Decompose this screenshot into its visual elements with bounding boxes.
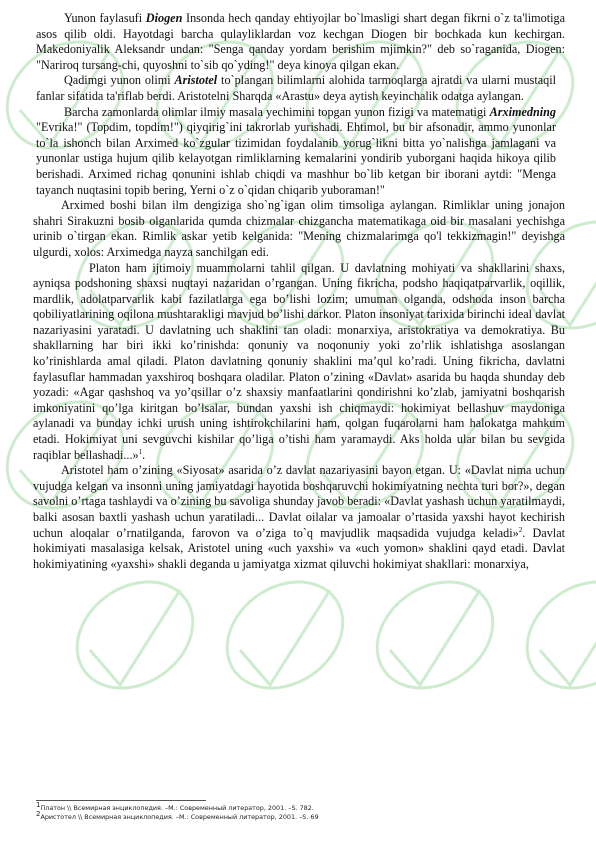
text-run: "Evrika!" (Topdim, topdim!") qiyqirig`ini takrorlab yurishadi. Ehtimol, bu bir afsonadir, ammo yunonlar to`la ishonch bilan Arximed ko`zgular tizimidan foydalanib yorug`likni bitta yo`nalishga jamlagani va yunonlar ustiga hujum qilib kelayotgan rimliklarning kemalarini yondirib yuborgani haqida hikoya qilib berishadi. Arximed richag qonunini ishlab chiqdi va mashhur bo`lib ketgan bir iborani aytdi: "Menga tayanch nuqtasini topib bering, Yerni o`z o`qidan chiqarib yuboraman!" — [36, 120, 556, 197]
paragraph-platon — [33, 261, 565, 464]
footnote-text: Платон \\ Всемирная энциклопедия. –М.: Современный литератор, 2001. –S. 782. — [40, 804, 314, 812]
document-body — [33, 11, 566, 572]
watermark-ring — [207, 560, 364, 710]
text-run: Aristotel ham o’zining «Siyosat» asarida o’z davlat nazariyasini bayon etgan. U: «Davlat nima uchun vujudga kelgan va insonni uning jamiyatdagi hayotida boshqaruvchi hokimiyatning nechta turi bor?», degan savolni o’rtaga tashlaydi va o’zining bu savoliga shunday javob beradi: «Davlat yashash uchun yaratilmaydi, balki asosan baxtli yashash uchun yaratiladi... Davlat oilalar va jamoalar o’rtasida yaxshi hayot kechirish uchun aloqalar o’rnatilganda, farovon va o’ziga to`q mavjudlik maqsadida vujudga keladi» — [33, 463, 565, 540]
emphasized-term: Aristotel — [174, 73, 218, 88]
text-run: Qadimgi yunon olimi — [64, 73, 175, 88]
paragraph-aristotel-1 — [36, 73, 556, 104]
watermark-ring — [57, 560, 214, 710]
emphasized-term: Arximedning — [489, 104, 556, 119]
emphasized-term: Diogen — [145, 11, 183, 25]
footnote-2 — [36, 810, 565, 822]
text-run: Insonda hech qanday ehtiyojlar bo`lmasligi shart degan fikrni o`z ta'limotiga asos qilib oldi. Hayotdagi barcha qulayliklardan voz kechgan Diogen bir bochkada kun kechirgan. Makedoniyalik Aleksandr undan: "Senga qanday yordam berishim mjimkin?" deb so`raganida, Diogen: "Nariroq tursang-chi, quyoshni to`sib qo`yding!" deya kinoya qilgan ekan. — [36, 11, 566, 72]
watermark-check-mark — [390, 590, 480, 685]
text-run: to`plangan bilimlarni alohida tarmoqlarga ajratdi va ularni mustaqil fanlar sifatida ta'riflab berdi. Aristotelni Sharqda «Arastu» deya aytish keyinchalik odatga aylangan. — [36, 73, 556, 103]
footnote-mark: 1 — [36, 800, 41, 809]
paragraph-aristotel-2 — [33, 463, 565, 572]
text-run: . Davlat hokimiyati masalasiga kelsak, Aristotel uning «uch yaxshi» va «uch yomon» shaklini qayd etadi. Davlat hokimiyatining «yaxshi» shakli deganda u jamiyatga xizmat qiluvchi hokimiyat shakllari: monarxiya, — [33, 525, 565, 571]
text-run: Arximed boshi bilan ilm dengiziga sho`ng`igan olim timsoliga aylangan. Rimliklar uning jonajon shahri Sirakuzni bosib olganlarida qumda chizmalar chizgancha matematikaga oid bir masalani yechishga urinib o`tirgan ekan. Rimlik askar yetib kelganida: "Mening chizmalarimga qo'l tekkizmagin!" deyishga ulgurdi, xolos: Arximedga nayza sanchilgan edi. — [33, 198, 565, 259]
watermark-ring — [507, 560, 596, 710]
watermark-check-mark — [240, 590, 330, 685]
paragraph-diogen — [36, 11, 565, 73]
footnote-reference: 1 — [138, 447, 143, 456]
footnote-text: Аристотел \\ Всемирная энциклопедия. –М.: Современный литератор, 2001. –S. 69 — [40, 813, 319, 822]
watermark-check-mark — [90, 590, 180, 685]
text-run: Platon ham ijtimoiy muammolarni tahlil qilgan. U davlatning mohiyati va shakllarini shaxs, ayniqsa podshoning shaxsi nuqtayi nazaridan o’rgangan. Uning fikricha, podsho haqiqatparvarlik, oqillik, mardlik, adolatparvarlik kabi fazilatlarga ega bo’lishi lozim; umuman olganda, odshoda inson barcha qobiliyatlarining oqilona mushtarakligi mavjud bo’lishi darkor. Platon insoniyat tarixida birinchi ideal davlat nazariyasini yaratadi. U davlatning uch shaklini tan oladi: monarxiya, aristokratiya va demokratiya. Bu shakllarning har biri ikki ko’rinishda: qonuniy va noqonuniy yoki zo’rlik ishlatishga asoslangan ko’rinishlarda amal qiladi. Platon davlatning qonuniy shaklini ma’qul ko’radi. Uning fikricha, davlatni faylasuflar hammadan yaxshiroq boshqara oladilar. Platon o’zining «Davlat» asarida bu haqda shunday deb yozadi: «Agar qashshoq va yo’qsillar o’z shaxsiy manfaatlarini qondirishni ko’zlab, jamiyatni boshqarish imkoniyatini qo’lga kiritgan bo’lsalar, bundan yaxshi ish chiqmaydi: hokimiyat bellashuv maydoniga aylanadi va bunday ichki urush uning ishtirokchilarini ham, qolgan fuqarolarni ham halokatga mahkum etadi. Hokimiyat uni sevguvchi kishilar qo’liga o’tishi ham yaramaydi. Aks holda ular bilan bu sevgida raqiblar bellashadi...» — [33, 260, 565, 462]
footnote-divider — [36, 800, 206, 801]
text-run: Yunon faylasufi — [64, 11, 146, 25]
paragraph-arximed-2 — [33, 198, 565, 260]
footnote-reference: 2 — [518, 525, 523, 534]
footnotes — [36, 800, 565, 823]
paragraph-arximed-1 — [36, 105, 556, 199]
footnote-1 — [36, 800, 565, 813]
footnote-mark: 2 — [36, 810, 41, 819]
watermark-ring — [357, 560, 514, 710]
text-run: . — [142, 447, 146, 462]
watermark-check-mark — [540, 590, 596, 685]
text-run: Barcha zamonlarda olimlar ilmiy masala yechimini topgan yunon fizigi va matematigi — [64, 104, 490, 119]
